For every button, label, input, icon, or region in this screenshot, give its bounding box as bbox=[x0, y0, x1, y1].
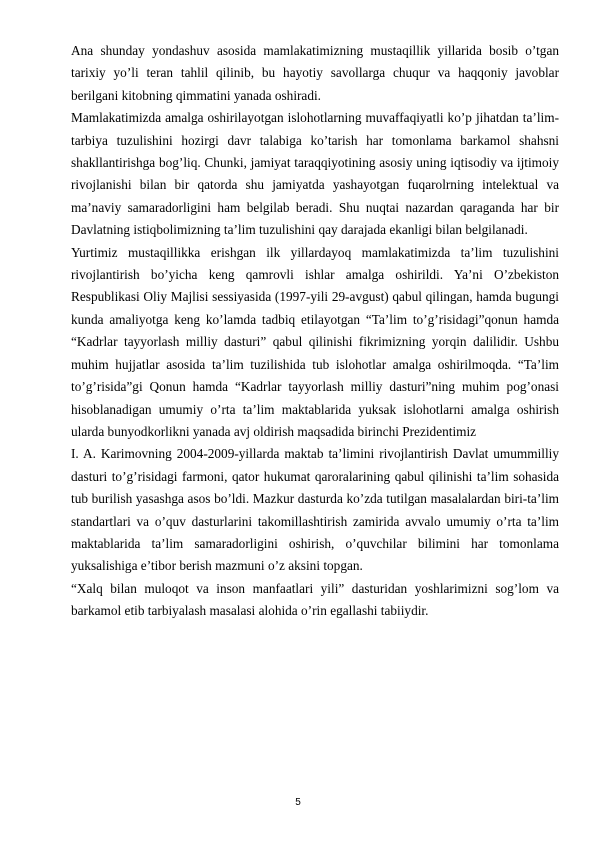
document-body bbox=[71, 40, 559, 623]
paragraph-1: Ana shunday yondashuv asosida mamlakatimizning mustaqillik yillarida bosib o’tgan tarixiy yo’li teran tahlil qilinib, bu hayotiy savollarga chuqur va haqqoniy javoblar berilgani kitobning qimmatini yanada oshiradi. bbox=[71, 43, 559, 103]
paragraph-2: Mamlakatimizda amalga oshirilayotgan islohotlarning muvaffaqiyatli ko’p jihatdan ta’lim-tarbiya tuzulishini hozirgi davr talabiga ko’tarish har tomonlama barkamol shahsni shakllantirishga bog’liq. Chunki, jamiyat taraqqiyotining asosiy uning iqtisodiy va ijtimoiy rivojlanishi bilan bir qatorda shu jamiyatda yashayotgan fuqarolrning intelektual va ma’naviy samaradorligini ham belgilab beradi. Shu nuqtai nazardan qaraganda har bir Davlatning istiqbolimizning ta’lim tuzulishini qay darajada ekanligi bilan belgilanadi. bbox=[71, 110, 559, 238]
paragraph-4: I. A. Karimovning 2004-2009-yillarda maktab ta’limini rivojlantirish Davlat umummilliy dasturi to’g’risidagi farmoni, qator hukumat qaroralarining qabul qilinishi ta’lim sohasida tub burilish yasashga asos bo’ldi. Mazkur dasturda ko’zda tutilgan masalalardan biri-ta’lim standartlari va o’quv dasturlarini takomillashtirish zamirida avvalo umumiy o’rta ta’lim maktablarida ta’lim samaradorligini oshirish, o’quvchilar bilimini har tomonlama yuksalishiga e’tibor berish mazmuni o’z aksini topgan. bbox=[71, 446, 559, 574]
paragraph-3: Yurtimiz mustaqillikka erishgan ilk yillardayoq mamlakatimizda ta’lim tuzulishini rivojlantirish bo’yicha keng qamrovli ishlar amalga oshirildi. Ya’ni O’zbekiston Respublikasi Oliy Majlisi sessiyasida (1997-yili 29-avgust) qabul qilingan, hamda bugungi kunda amaliyotga keng ko’lamda tadbiq etilayotgan “Ta’lim to’g’risidagi”qonun hamda “Kadrlar tayyorlash milliy dasturi” qabul qilinishi fikrimizning yorqin dalilidir. Ushbu muhim hujjatlar asosida ta’lim tuzilishida tub islohotlar amalga oshirilmoqda. “Ta’lim to’g’risida”gi Qonun hamda “Kadrlar tayyorlash milliy dasturi”ning muhim pog’onasi hisoblanadigan umumiy o’rta ta’lim maktablarida yuksak islohotlarni amalga oshirish ularda bunyodkorlikni yanada avj oldirish maqsadida birinchi Prezidentimiz bbox=[71, 244, 559, 439]
page-number: 5 bbox=[295, 797, 301, 808]
paragraph-5: “Xalq bilan muloqot va inson manfaatlari yili” dasturidan yoshlarimizni sog’lom va barkamol etib tarbiyalash masalasi alohida o’rin egallashi tabiiydir. bbox=[71, 580, 559, 619]
